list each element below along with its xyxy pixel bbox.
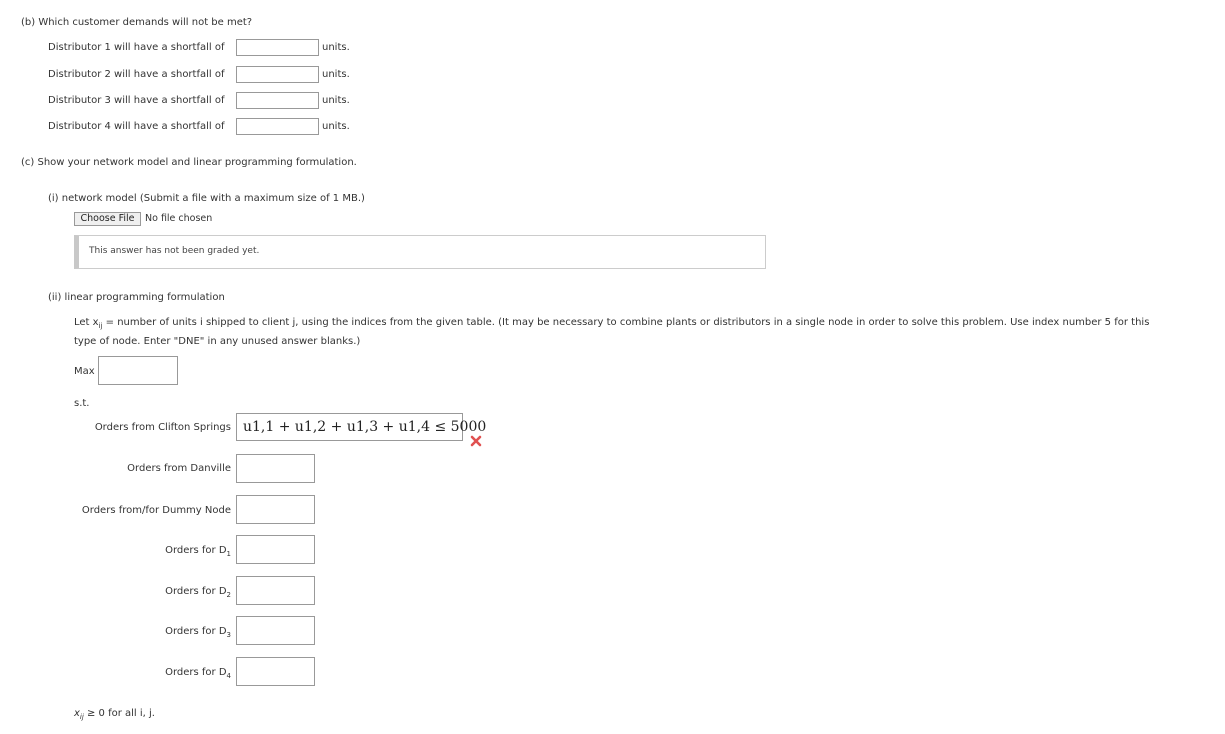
constraint-label-clifton-springs: Orders from Clifton Springs	[94, 422, 231, 433]
shortfall-label-3: Distributor 3 will have a shortfall of	[48, 95, 225, 106]
constraint-label-danville: Orders from Danville	[127, 463, 231, 474]
choose-file-button[interactable]: Choose File	[74, 212, 141, 226]
constraint-label-dummy-node: Orders from/for Dummy Node	[81, 505, 231, 516]
constraint-label-d1: Orders for $D_1$	[165, 545, 231, 558]
shortfall-label-1: Distributor 1 will have a shortfall of	[48, 42, 225, 53]
let-subscript: ij	[98, 322, 103, 330]
shortfall-input-3[interactable]	[236, 92, 319, 109]
shortfall-label-4: Distributor 4 will have a shortfall of	[48, 121, 225, 132]
constraint-input-d2[interactable]	[236, 576, 315, 605]
shortfall-input-1[interactable]	[236, 39, 319, 56]
objective-input[interactable]	[98, 356, 178, 385]
part-b-question: (b) Which customer demands will not be met?	[21, 17, 253, 28]
graded-note-text: This answer has not been graded yet.	[89, 246, 260, 256]
constraint-label-d4: Orders for $D_4$	[165, 667, 231, 680]
shortfall-unit-2: units.	[322, 69, 350, 80]
constraint-input-dummy-node[interactable]	[236, 495, 315, 524]
st-label: s.t.	[74, 398, 90, 409]
shortfall-input-4[interactable]	[236, 118, 319, 135]
sub-i-label: (i) network model (Submit a file with a maximum size of 1 MB.)	[48, 193, 365, 204]
constraint-input-danville[interactable]	[236, 454, 315, 483]
shortfall-unit-4: units.	[322, 121, 350, 132]
constraint-input-d3[interactable]	[236, 616, 315, 645]
graded-note-box	[74, 235, 766, 269]
constraint-label-d2: Orders for $D_2$	[165, 586, 231, 599]
sub-ii-label: (ii) linear programming formulation	[48, 292, 225, 303]
constraint-label-d3: Orders for $D_3$	[165, 626, 231, 639]
constraint-input-d4[interactable]	[236, 657, 315, 686]
incorrect-x-icon	[469, 434, 483, 448]
no-file-text: No file chosen	[145, 213, 213, 224]
nonnegativity-constraint: $x_{ij} \ge 0$ for all i, j.	[74, 708, 155, 721]
shortfall-unit-3: units.	[322, 95, 350, 106]
shortfall-label-2: Distributor 2 will have a shortfall of	[48, 69, 225, 80]
shortfall-input-2[interactable]	[236, 66, 319, 83]
shortfall-unit-1: units.	[322, 42, 350, 53]
part-c-question: (c) Show your network model and linear programming formulation.	[21, 157, 357, 168]
let-definition: Let $x_{ij}$ = number of units i shipped to client j, using the indices from the given table. (It may be necessary to combine plants or distributors in a single node in order to solve this problem. Use index number 5 for this	[74, 317, 1150, 330]
constraint-input-d1[interactable]	[236, 535, 315, 564]
let-definition-line2: type of node. Enter "DNE" in any unused answer blanks.)	[74, 336, 361, 347]
max-label: Max	[74, 366, 95, 377]
constraint-input-clifton-springs[interactable]: u1,1 + u1,2 + u1,3 + u1,4 ≤ 5000	[236, 413, 463, 441]
